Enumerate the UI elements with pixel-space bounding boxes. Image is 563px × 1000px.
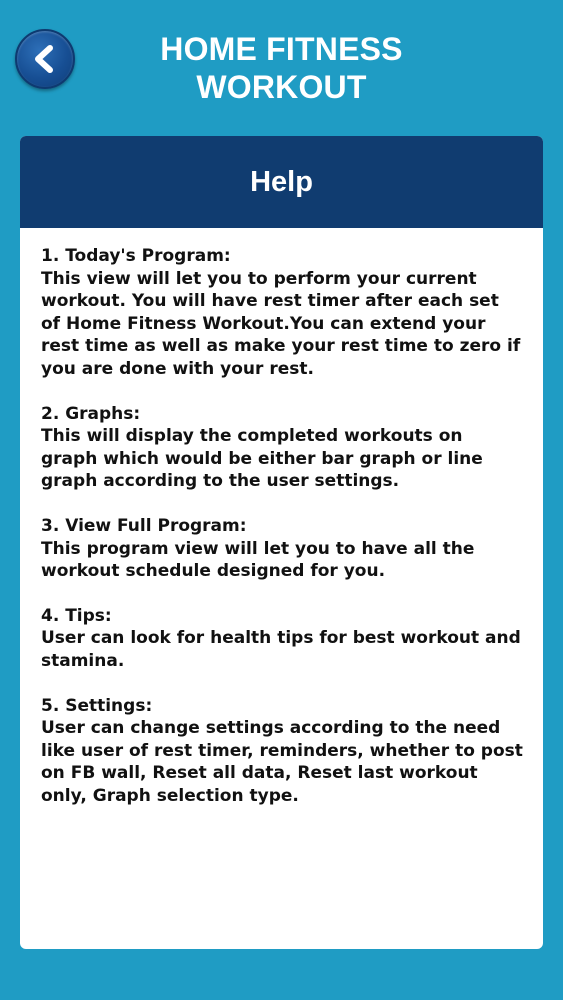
section-heading: 4. Tips: [41, 605, 112, 626]
help-card [20, 136, 543, 949]
back-button[interactable] [15, 29, 75, 89]
section-text: User can change settings according to the need like user of rest timer, reminders, whether to post on FB wall, Reset all data, Reset last workout only, Graph selection type. [41, 718, 523, 806]
section-heading: 1. Today's Program: [41, 246, 231, 266]
section-heading: 2. Graphs: [41, 403, 141, 424]
help-section-view-full-program [41, 515, 523, 583]
help-content [20, 228, 543, 807]
section-text: This view will let you to perform your current workout. You will have rest timer after each set of Home Fitness Workout.You can extend your rest time as well as make your rest time to zero if you are done with your rest. [41, 268, 521, 379]
help-section-graphs [41, 403, 523, 493]
chevron-left-icon [32, 45, 58, 73]
top-header [0, 0, 563, 135]
section-heading: 3. View Full Program: [41, 515, 247, 536]
section-text: This program view will let you to have all the workout schedule designed for you. [41, 538, 475, 582]
help-section-settings [41, 695, 523, 808]
help-card-title: Help [20, 136, 543, 228]
help-section-todays-program [41, 245, 523, 381]
section-text: User can look for health tips for best workout and stamina. [41, 628, 521, 671]
app-title: HOME FITNESS WORKOUT [160, 31, 403, 105]
section-text: This will display the completed workouts on graph which would be either bar graph or line graph according to the user settings. [41, 426, 483, 492]
section-heading: 5. Settings: [41, 695, 153, 716]
help-section-tips [41, 605, 523, 673]
